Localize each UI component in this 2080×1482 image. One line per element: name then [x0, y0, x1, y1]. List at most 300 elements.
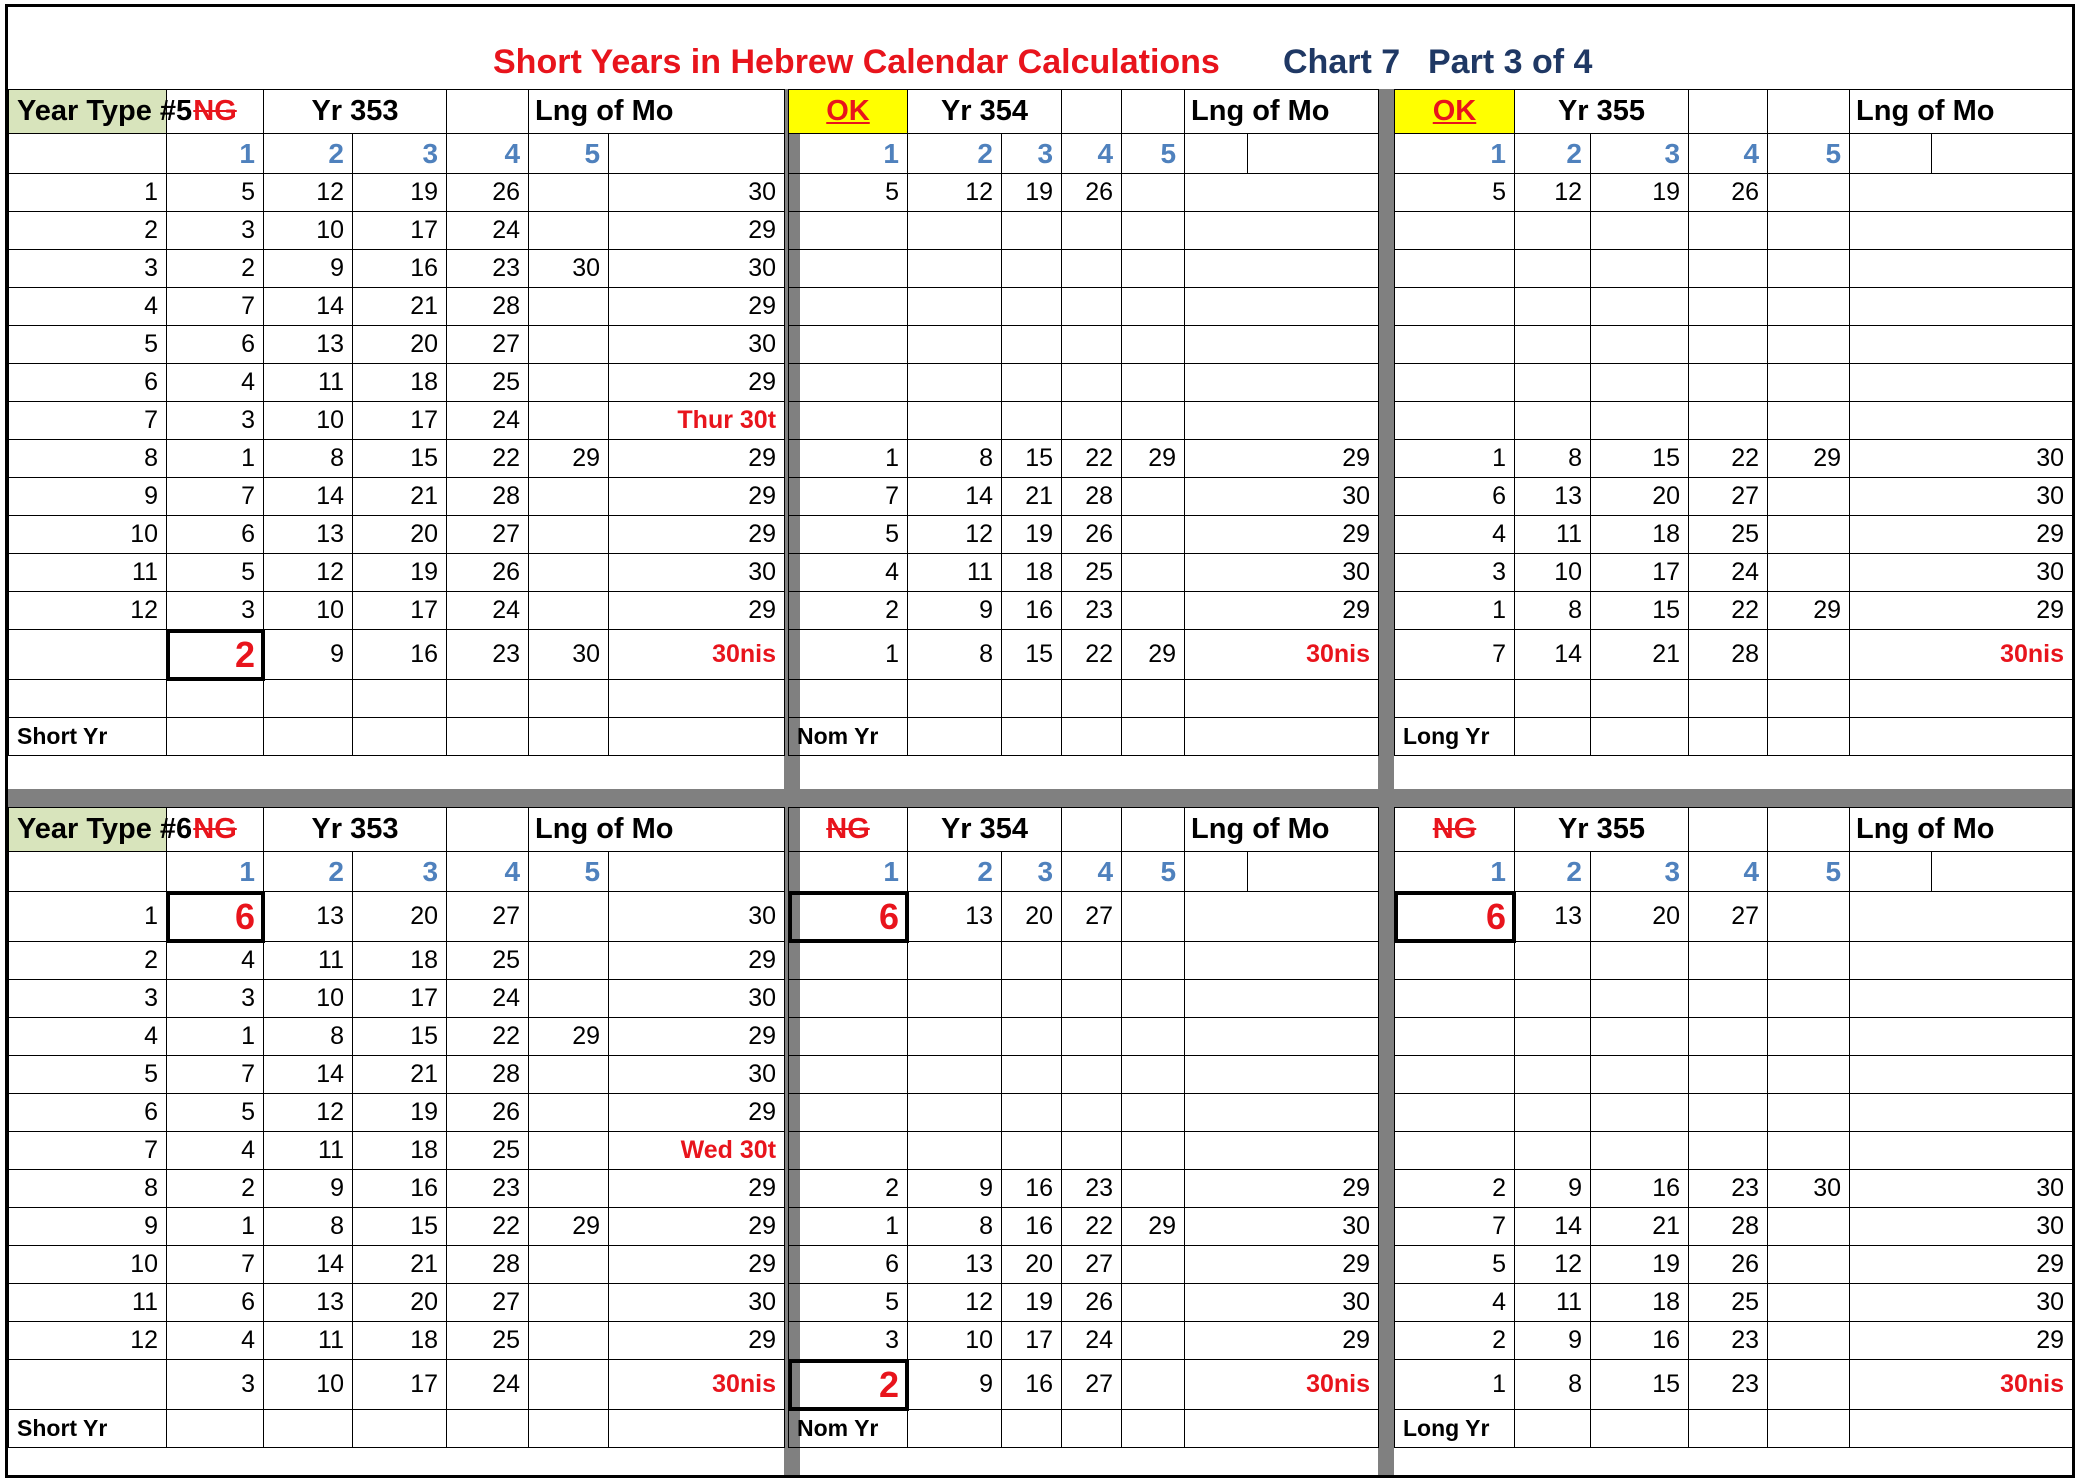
- month-length-cell: 29: [1185, 516, 1379, 554]
- table-row: [9, 288, 785, 326]
- column-number: 2: [908, 852, 1002, 892]
- length-blank: [1850, 852, 1932, 892]
- day-cell: 9: [264, 630, 353, 680]
- day-cell: 11: [264, 942, 353, 980]
- month-length-cell: [1185, 1018, 1379, 1056]
- month-length-cell: 29: [1850, 516, 2073, 554]
- day-cell: 8: [1515, 592, 1591, 630]
- day-cell: 13: [264, 892, 353, 942]
- day-cell: 25: [447, 1322, 529, 1360]
- day-cell: 17: [1002, 1322, 1062, 1360]
- day-cell: 4: [167, 1322, 264, 1360]
- day-cell: 27: [447, 1284, 529, 1322]
- blank-cell: [1062, 680, 1122, 718]
- table-row: [1395, 212, 2073, 250]
- month-length-cell: [1850, 1132, 2073, 1170]
- blank-row: [9, 680, 785, 718]
- month-length-cell: [1850, 402, 2073, 440]
- day-cell: 21: [353, 478, 447, 516]
- status-text: NG: [826, 813, 870, 845]
- day-cell: [789, 1018, 908, 1056]
- table-row: [1395, 326, 2073, 364]
- month-length-cell: 29: [1850, 592, 2073, 630]
- day-cell: [1062, 942, 1122, 980]
- day-cell: 6: [167, 516, 264, 554]
- day-cell: 16: [1591, 1322, 1689, 1360]
- blank-cell: [353, 718, 447, 756]
- month-length-cell: 29: [1185, 440, 1379, 478]
- day-cell: 28: [447, 1246, 529, 1284]
- table-row: [789, 1284, 1379, 1322]
- table-row: [9, 1322, 785, 1360]
- day-cell: 16: [1002, 1170, 1062, 1208]
- month-length-cell: [1850, 892, 2073, 942]
- blank-row: [789, 680, 1379, 718]
- day-cell: [1689, 402, 1768, 440]
- day-cell: [1768, 326, 1850, 364]
- year-kind-label: Long Yr: [1395, 718, 1515, 756]
- month-length-cell: 30: [609, 1056, 785, 1094]
- day-cell: [789, 250, 908, 288]
- day-cell: 15: [353, 440, 447, 478]
- day-cell: [1591, 1094, 1689, 1132]
- day-cell: 22: [447, 1208, 529, 1246]
- day-cell: [908, 1056, 1002, 1094]
- table-row: [789, 326, 1379, 364]
- calendar-table: [8, 807, 785, 1448]
- day-cell: 19: [1002, 516, 1062, 554]
- table-row: [789, 1056, 1379, 1094]
- header-blank: [1768, 808, 1850, 852]
- blank-cell: [167, 680, 264, 718]
- day-cell: [908, 250, 1002, 288]
- month-length-cell: 30: [1850, 554, 2073, 592]
- length-blank: [1932, 852, 2073, 892]
- day-cell: [789, 364, 908, 402]
- month-length-cell: 29: [1185, 592, 1379, 630]
- month-length-cell: 30: [609, 250, 785, 288]
- day-cell: [529, 1284, 609, 1322]
- day-cell: [1768, 174, 1850, 212]
- day-cell: [1515, 402, 1591, 440]
- panel-1: [8, 807, 784, 1475]
- day-cell: 18: [353, 942, 447, 980]
- table-row: [9, 1170, 785, 1208]
- day-cell: 10: [264, 980, 353, 1018]
- day-cell: [1591, 1056, 1689, 1094]
- blank-cell: [1689, 1410, 1768, 1448]
- blank-cell: [264, 1410, 353, 1448]
- day-cell: 2: [167, 250, 264, 288]
- day-cell: 22: [1689, 440, 1768, 478]
- column-number: 4: [1689, 134, 1768, 174]
- month-number: 12: [9, 1322, 167, 1360]
- month-length-cell: 30: [609, 326, 785, 364]
- chart-part: Part 3 of 4: [1428, 43, 1593, 81]
- day-cell: [789, 980, 908, 1018]
- day-cell: 17: [1591, 554, 1689, 592]
- table-row: [9, 174, 785, 212]
- day-cell: 25: [447, 942, 529, 980]
- day-cell: [529, 326, 609, 364]
- day-cell: [1122, 250, 1185, 288]
- column-number: 2: [1515, 134, 1591, 174]
- blank-cell: [529, 1410, 609, 1448]
- day-cell: 24: [447, 402, 529, 440]
- day-cell: [1591, 364, 1689, 402]
- day-cell: [1395, 1132, 1515, 1170]
- day-cell: 3: [167, 1360, 264, 1410]
- day-cell: 14: [264, 1246, 353, 1284]
- day-cell: [1122, 980, 1185, 1018]
- calendar-table: [788, 89, 1379, 756]
- day-cell: 16: [1002, 1360, 1062, 1410]
- table-row: [789, 288, 1379, 326]
- day-cell: 10: [908, 1322, 1002, 1360]
- day-cell: [1515, 980, 1591, 1018]
- day-cell: 11: [264, 364, 353, 402]
- day-cell: 28: [1689, 630, 1768, 680]
- year-kind-label: Short Yr: [9, 1410, 167, 1448]
- column-number: 3: [1002, 134, 1062, 174]
- day-cell: 8: [908, 1208, 1002, 1246]
- table-row: [9, 364, 785, 402]
- month-length-cell: [1185, 364, 1379, 402]
- month-length-cell: 30: [1850, 1170, 2073, 1208]
- status-text: OK: [826, 95, 870, 127]
- spreadsheet: [5, 4, 2075, 1478]
- day-cell: 23: [1062, 592, 1122, 630]
- blank-cell: [1062, 1410, 1122, 1448]
- day-cell: 1: [167, 1208, 264, 1246]
- status-badge: [789, 90, 908, 134]
- day-cell: 29: [1122, 630, 1185, 680]
- day-cell: 20: [353, 892, 447, 942]
- day-cell: 15: [1591, 592, 1689, 630]
- day-cell: [1591, 326, 1689, 364]
- column-number: 5: [1122, 852, 1185, 892]
- day-cell: [1122, 1056, 1185, 1094]
- day-cell: 26: [447, 554, 529, 592]
- length-of-month-label: Lng of Mo: [1850, 808, 2073, 852]
- blank-cell: [167, 718, 264, 756]
- day-cell: 25: [1689, 516, 1768, 554]
- day-cell: 29: [529, 440, 609, 478]
- day-cell: [1122, 942, 1185, 980]
- day-cell: [1122, 364, 1185, 402]
- day-cell: 14: [1515, 1208, 1591, 1246]
- day-cell: [908, 212, 1002, 250]
- day-cell: 23: [1062, 1170, 1122, 1208]
- blank-cell: [1768, 1410, 1850, 1448]
- day-cell: [1002, 288, 1062, 326]
- panel-1: [8, 89, 784, 793]
- day-cell: 25: [447, 364, 529, 402]
- table-row: [9, 326, 785, 364]
- day-cell: [1002, 1132, 1062, 1170]
- day-cell: [908, 980, 1002, 1018]
- year-length-label: Yr 355: [1515, 90, 1689, 134]
- day-cell: [1122, 1094, 1185, 1132]
- day-cell: [529, 1360, 609, 1410]
- column-number: 1: [167, 852, 264, 892]
- day-cell: [1689, 980, 1768, 1018]
- month-length-cell: 30nis: [1850, 1360, 2073, 1410]
- column-number: 5: [529, 852, 609, 892]
- day-cell: 25: [1689, 1284, 1768, 1322]
- table-row: [789, 364, 1379, 402]
- blank-cell: [1591, 1410, 1689, 1448]
- month-length-cell: [1185, 402, 1379, 440]
- table-row: [9, 440, 785, 478]
- day-cell: 10: [264, 592, 353, 630]
- header-blank: [1122, 808, 1185, 852]
- column-number: 4: [1062, 134, 1122, 174]
- day-cell: 12: [264, 554, 353, 592]
- day-cell: 28: [1689, 1208, 1768, 1246]
- header-row: [789, 90, 1379, 134]
- day-cell: 19: [353, 554, 447, 592]
- status-badge: [1395, 90, 1515, 134]
- footer-row: [9, 1410, 785, 1448]
- footer-row: [789, 718, 1379, 756]
- month-length-cell: 30: [1185, 1284, 1379, 1322]
- table-row: [789, 250, 1379, 288]
- month-number: [9, 1360, 167, 1410]
- day-cell: 18: [353, 364, 447, 402]
- month-number: 4: [9, 288, 167, 326]
- day-cell: 30: [529, 630, 609, 680]
- month-number: 5: [9, 1056, 167, 1094]
- header-blank: [1768, 90, 1850, 134]
- table-row: [1395, 1056, 2073, 1094]
- day-cell: 29: [1768, 592, 1850, 630]
- blank-cell: [1002, 680, 1062, 718]
- day-cell: 5: [167, 554, 264, 592]
- column-number: 3: [1002, 852, 1062, 892]
- length-blank: [609, 134, 785, 174]
- column-number: 4: [1062, 852, 1122, 892]
- blank-cell: [1850, 718, 2073, 756]
- day-cell: 9: [1515, 1322, 1591, 1360]
- day-cell: 30: [529, 250, 609, 288]
- month-length-cell: 29: [609, 1322, 785, 1360]
- table-row: [1395, 1322, 2073, 1360]
- day-cell: [1515, 1018, 1591, 1056]
- column-number-row: [9, 852, 785, 892]
- day-cell: [529, 892, 609, 942]
- day-cell: 15: [1002, 440, 1062, 478]
- blank-cell: [1850, 1410, 2073, 1448]
- day-cell: [1768, 1056, 1850, 1094]
- length-blank: [1248, 134, 1379, 174]
- day-cell: 10: [264, 212, 353, 250]
- section-year-type-6: [8, 807, 2072, 1475]
- day-cell: 18: [1002, 554, 1062, 592]
- blank-cell: [1002, 1410, 1062, 1448]
- month-number: 6: [9, 364, 167, 402]
- column-number: 1: [789, 134, 908, 174]
- day-cell: [1515, 942, 1591, 980]
- day-cell: 9: [264, 250, 353, 288]
- day-cell: [529, 174, 609, 212]
- month-length-cell: Wed 30t: [609, 1132, 785, 1170]
- table-row: [9, 592, 785, 630]
- day-cell: 26: [1689, 1246, 1768, 1284]
- table-row: [9, 554, 785, 592]
- footer-row: [1395, 1410, 2073, 1448]
- month-length-cell: 30: [609, 980, 785, 1018]
- day-cell: [1689, 364, 1768, 402]
- length-blank: [1850, 134, 1932, 174]
- day-cell: [1062, 402, 1122, 440]
- day-cell: 3: [1395, 554, 1515, 592]
- header-blank: [447, 90, 529, 134]
- year-kind-label: Nom Yr: [789, 1410, 908, 1448]
- day-cell: 10: [264, 402, 353, 440]
- day-cell: [1122, 326, 1185, 364]
- year-type-label: Year Type #5: [9, 90, 167, 134]
- panel-3: [1394, 807, 2072, 1475]
- day-cell: 4: [789, 554, 908, 592]
- day-cell: [1689, 1094, 1768, 1132]
- day-cell: [1062, 980, 1122, 1018]
- day-cell: [1395, 942, 1515, 980]
- day-cell: [529, 942, 609, 980]
- day-cell: [1062, 250, 1122, 288]
- table-row: [1395, 1246, 2073, 1284]
- month-length-cell: 29: [609, 942, 785, 980]
- table-row: [1395, 1284, 2073, 1322]
- day-cell: [1122, 1018, 1185, 1056]
- day-cell: [908, 1018, 1002, 1056]
- blank-cell: [908, 718, 1002, 756]
- table-row: [9, 1056, 785, 1094]
- table-row: [789, 1170, 1379, 1208]
- day-cell: [789, 288, 908, 326]
- header-row: [1395, 808, 2073, 852]
- month-number: 2: [9, 212, 167, 250]
- chart-number: Chart 7: [1283, 43, 1401, 81]
- day-cell: [529, 1246, 609, 1284]
- day-cell: [1768, 554, 1850, 592]
- day-cell: [1062, 288, 1122, 326]
- table-row: [1395, 1094, 2073, 1132]
- day-cell: [1122, 478, 1185, 516]
- day-cell: 29: [529, 1208, 609, 1246]
- day-cell: 11: [908, 554, 1002, 592]
- month-length-cell: 29: [609, 288, 785, 326]
- day-cell: 13: [264, 1284, 353, 1322]
- day-cell: 14: [264, 288, 353, 326]
- day-cell: 19: [1002, 1284, 1062, 1322]
- month-length-cell: 29: [609, 1208, 785, 1246]
- table-row: [1395, 892, 2073, 942]
- table-row: [1395, 478, 2073, 516]
- day-cell: 19: [1591, 174, 1689, 212]
- highlighted-day-cell: 6: [167, 892, 264, 942]
- day-cell: 8: [908, 440, 1002, 478]
- day-cell: [1689, 212, 1768, 250]
- day-cell: [1122, 1246, 1185, 1284]
- day-cell: 14: [908, 478, 1002, 516]
- table-row: [789, 1208, 1379, 1246]
- day-cell: 19: [1591, 1246, 1689, 1284]
- month-length-cell: 30: [1850, 1208, 2073, 1246]
- day-cell: 13: [1515, 478, 1591, 516]
- day-cell: 12: [1515, 1246, 1591, 1284]
- day-cell: [1591, 1018, 1689, 1056]
- month-length-cell: 29: [1850, 1246, 2073, 1284]
- table-row: [1395, 402, 2073, 440]
- section-year-type-5: [8, 89, 2072, 793]
- day-cell: 27: [1689, 478, 1768, 516]
- month-length-cell: 29: [609, 1018, 785, 1056]
- day-cell: 21: [353, 1246, 447, 1284]
- day-cell: 2: [1395, 1170, 1515, 1208]
- table-row: [789, 516, 1379, 554]
- month-number: 9: [9, 1208, 167, 1246]
- day-cell: 1: [1395, 592, 1515, 630]
- day-cell: [1395, 250, 1515, 288]
- month-length-cell: 29: [1850, 1322, 2073, 1360]
- blank-cell: [1515, 680, 1591, 718]
- table-row: [789, 174, 1379, 212]
- table-row: [9, 942, 785, 980]
- blank-cell: [1515, 718, 1591, 756]
- day-cell: 13: [1515, 892, 1591, 942]
- blank-cell: [353, 1410, 447, 1448]
- calendar-table: [1394, 89, 2073, 756]
- table-row: [9, 1246, 785, 1284]
- day-cell: [1768, 942, 1850, 980]
- day-cell: [1768, 250, 1850, 288]
- day-cell: [1689, 288, 1768, 326]
- panel-2: [788, 89, 1378, 793]
- day-cell: [1515, 364, 1591, 402]
- table-row: [789, 942, 1379, 980]
- month-length-cell: 30: [1850, 440, 2073, 478]
- day-cell: 22: [1062, 440, 1122, 478]
- blank-row: [1395, 680, 2073, 718]
- blank-cell: [609, 680, 785, 718]
- year-kind-label: Short Yr: [9, 718, 167, 756]
- day-cell: [1002, 364, 1062, 402]
- day-cell: [1002, 1094, 1062, 1132]
- day-cell: 2: [789, 1170, 908, 1208]
- column-number: 4: [1689, 852, 1768, 892]
- length-of-month-label: Lng of Mo: [529, 90, 785, 134]
- month-length-cell: [1185, 212, 1379, 250]
- day-cell: 13: [264, 516, 353, 554]
- table-row: [1395, 364, 2073, 402]
- day-cell: [1395, 1094, 1515, 1132]
- day-cell: [1515, 1094, 1591, 1132]
- day-cell: 13: [908, 1246, 1002, 1284]
- day-cell: 23: [447, 630, 529, 680]
- day-cell: [1062, 212, 1122, 250]
- day-cell: 17: [353, 1360, 447, 1410]
- status-badge: [1395, 808, 1515, 852]
- blank-cell: [447, 718, 529, 756]
- table-row: [9, 1208, 785, 1246]
- length-blank: [1248, 852, 1379, 892]
- day-cell: [1591, 402, 1689, 440]
- day-cell: [1768, 402, 1850, 440]
- month-length-cell: [1850, 942, 2073, 980]
- blank-cell: [609, 718, 785, 756]
- day-cell: [1122, 554, 1185, 592]
